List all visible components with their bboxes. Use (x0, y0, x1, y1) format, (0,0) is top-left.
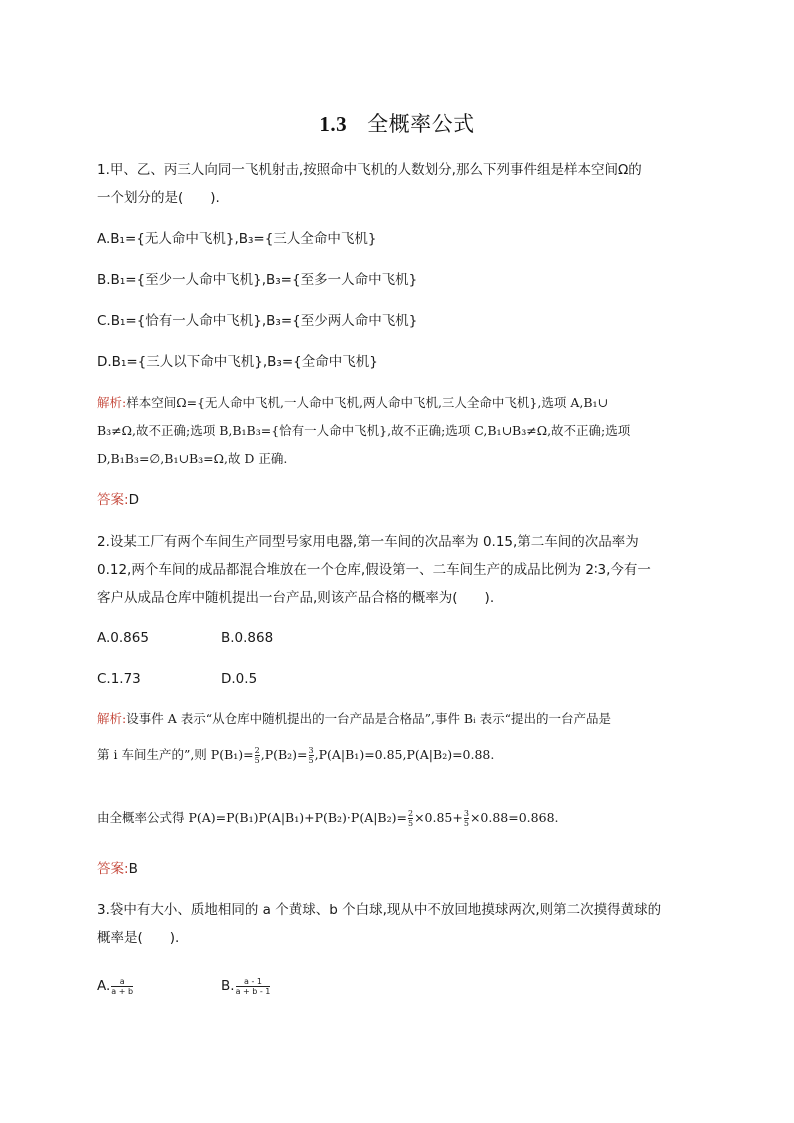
q1-answer (97, 490, 707, 510)
q3-stem-line2: 概率是( ). (97, 930, 180, 946)
fraction-numerator: 2 (407, 809, 414, 818)
fraction-numerator: 3 (308, 746, 314, 755)
option-label: B. (221, 978, 235, 994)
q2-option-b: B.0.868 (221, 630, 274, 646)
q1-analysis-line1 (97, 393, 707, 413)
q2-stem-line2: 0.12,两个车间的成品都混合堆放在一个仓库,假设第一、二车间生产的成品比例为 2∶3,今有一 (97, 562, 651, 578)
fraction-denominator: 5 (308, 756, 314, 765)
q1-analysis-text1: 样本空间Ω={无人命中飞机,一人命中飞机,两人命中飞机,三人全命中飞机},选项 A,B₁∪ (126, 395, 609, 410)
q2-stem-line3: 客户从成品仓库中随机提出一台产品,则该产品合格的概率为( ). (97, 590, 495, 606)
q2-analysis-line2 (97, 745, 707, 765)
q2-option-c: C.1.73 (97, 671, 141, 687)
fraction-denominator: 5 (463, 819, 469, 828)
fraction-numerator: a - 1 (244, 976, 262, 986)
q3-option-a (97, 976, 134, 996)
q2-stem-line1: 2.设某工厂有两个车间生产同型号家用电器,第一车间的次品率为 0.15,第二车间的次品率为 (97, 534, 639, 550)
q1-stem-line2: 一个划分的是( ). (97, 190, 220, 206)
page-title (0, 108, 794, 138)
analysis-label: 解析: (97, 711, 127, 726)
q1-analysis-line3: D,B₁B₃=∅,B₁∪B₃=Ω,故 D 正确. (97, 451, 288, 466)
answer-value: B (128, 861, 138, 877)
fraction-denominator: 5 (254, 756, 260, 765)
q2-analysis-text3a: 由全概率公式得 P(A)=P(B₁)P(A|B₁)+P(B₂)·P(A|B₂)= (97, 810, 407, 825)
q2-analysis-line1 (97, 709, 707, 729)
section-title: 全概率公式 (367, 112, 475, 136)
q1-option-a: A.B₁={无人命中飞机},B₃={三人全命中飞机} (97, 231, 377, 247)
answer-value: D (128, 492, 139, 508)
fraction-numerator: a (119, 976, 125, 986)
section-number: 1.3 (319, 112, 348, 136)
q2-analysis-line3 (97, 808, 707, 828)
q1-analysis-line2: B₃≠Ω,故不正确;选项 B,B₁B₃={恰有一人命中飞机},故不正确;选项 C,B₁∪B₃≠Ω,故不正确;选项 (97, 423, 631, 438)
fraction (464, 809, 469, 828)
fraction-numerator: 3 (463, 809, 469, 818)
fraction-denominator: a + b (111, 986, 134, 996)
fraction (255, 746, 260, 765)
option-label: A. (97, 978, 111, 994)
q2-option-a: A.0.865 (97, 630, 149, 646)
q2-analysis-text1: 设事件 A 表示“从仓库中随机提出的一台产品是合格品”,事件 Bᵢ 表示“提出的一台产品是 (126, 711, 611, 726)
q1-stem-line1: 1.甲、乙、丙三人向同一飞机射击,按照命中飞机的人数划分,那么下列事件组是样本空间Ω的 (97, 162, 642, 178)
q2-analysis-text3c: ×0.88=0.868. (469, 810, 559, 825)
q2-option-d: D.0.5 (221, 671, 258, 687)
fraction-denominator: a + b - 1 (235, 986, 271, 996)
fraction-denominator: 5 (407, 819, 414, 828)
fraction (236, 977, 271, 996)
q1-option-b: B.B₁={至少一人命中飞机},B₃={至多一人命中飞机} (97, 272, 418, 288)
q2-analysis-text2c: ,P(A|B₁)=0.85,P(A|B₂)=0.88. (314, 747, 495, 762)
fraction (408, 809, 413, 828)
q2-answer (97, 859, 707, 879)
fraction-numerator: 2 (254, 746, 260, 755)
q1-option-c: C.B₁={恰有一人命中飞机},B₃={至少两人命中飞机} (97, 313, 418, 329)
fraction (111, 977, 133, 996)
answer-label: 答案: (97, 492, 129, 508)
q2-analysis-text2a: 第 i 车间生产的”,则 P(B₁)= (97, 747, 254, 762)
analysis-label: 解析: (97, 395, 127, 410)
fraction (309, 746, 314, 765)
q2-analysis-text3b: ×0.85+ (414, 810, 463, 825)
q1-option-d: D.B₁={三人以下命中飞机},B₃={全命中飞机} (97, 354, 378, 370)
q2-analysis-text2b: ,P(B₂)= (260, 747, 308, 762)
q3-stem-line1: 3.袋中有大小、质地相同的 a 个黄球、b 个白球,现从中不放回地摸球两次,则第二次摸得黄球的 (97, 902, 662, 918)
q3-option-b (221, 976, 271, 996)
answer-label: 答案: (97, 861, 129, 877)
